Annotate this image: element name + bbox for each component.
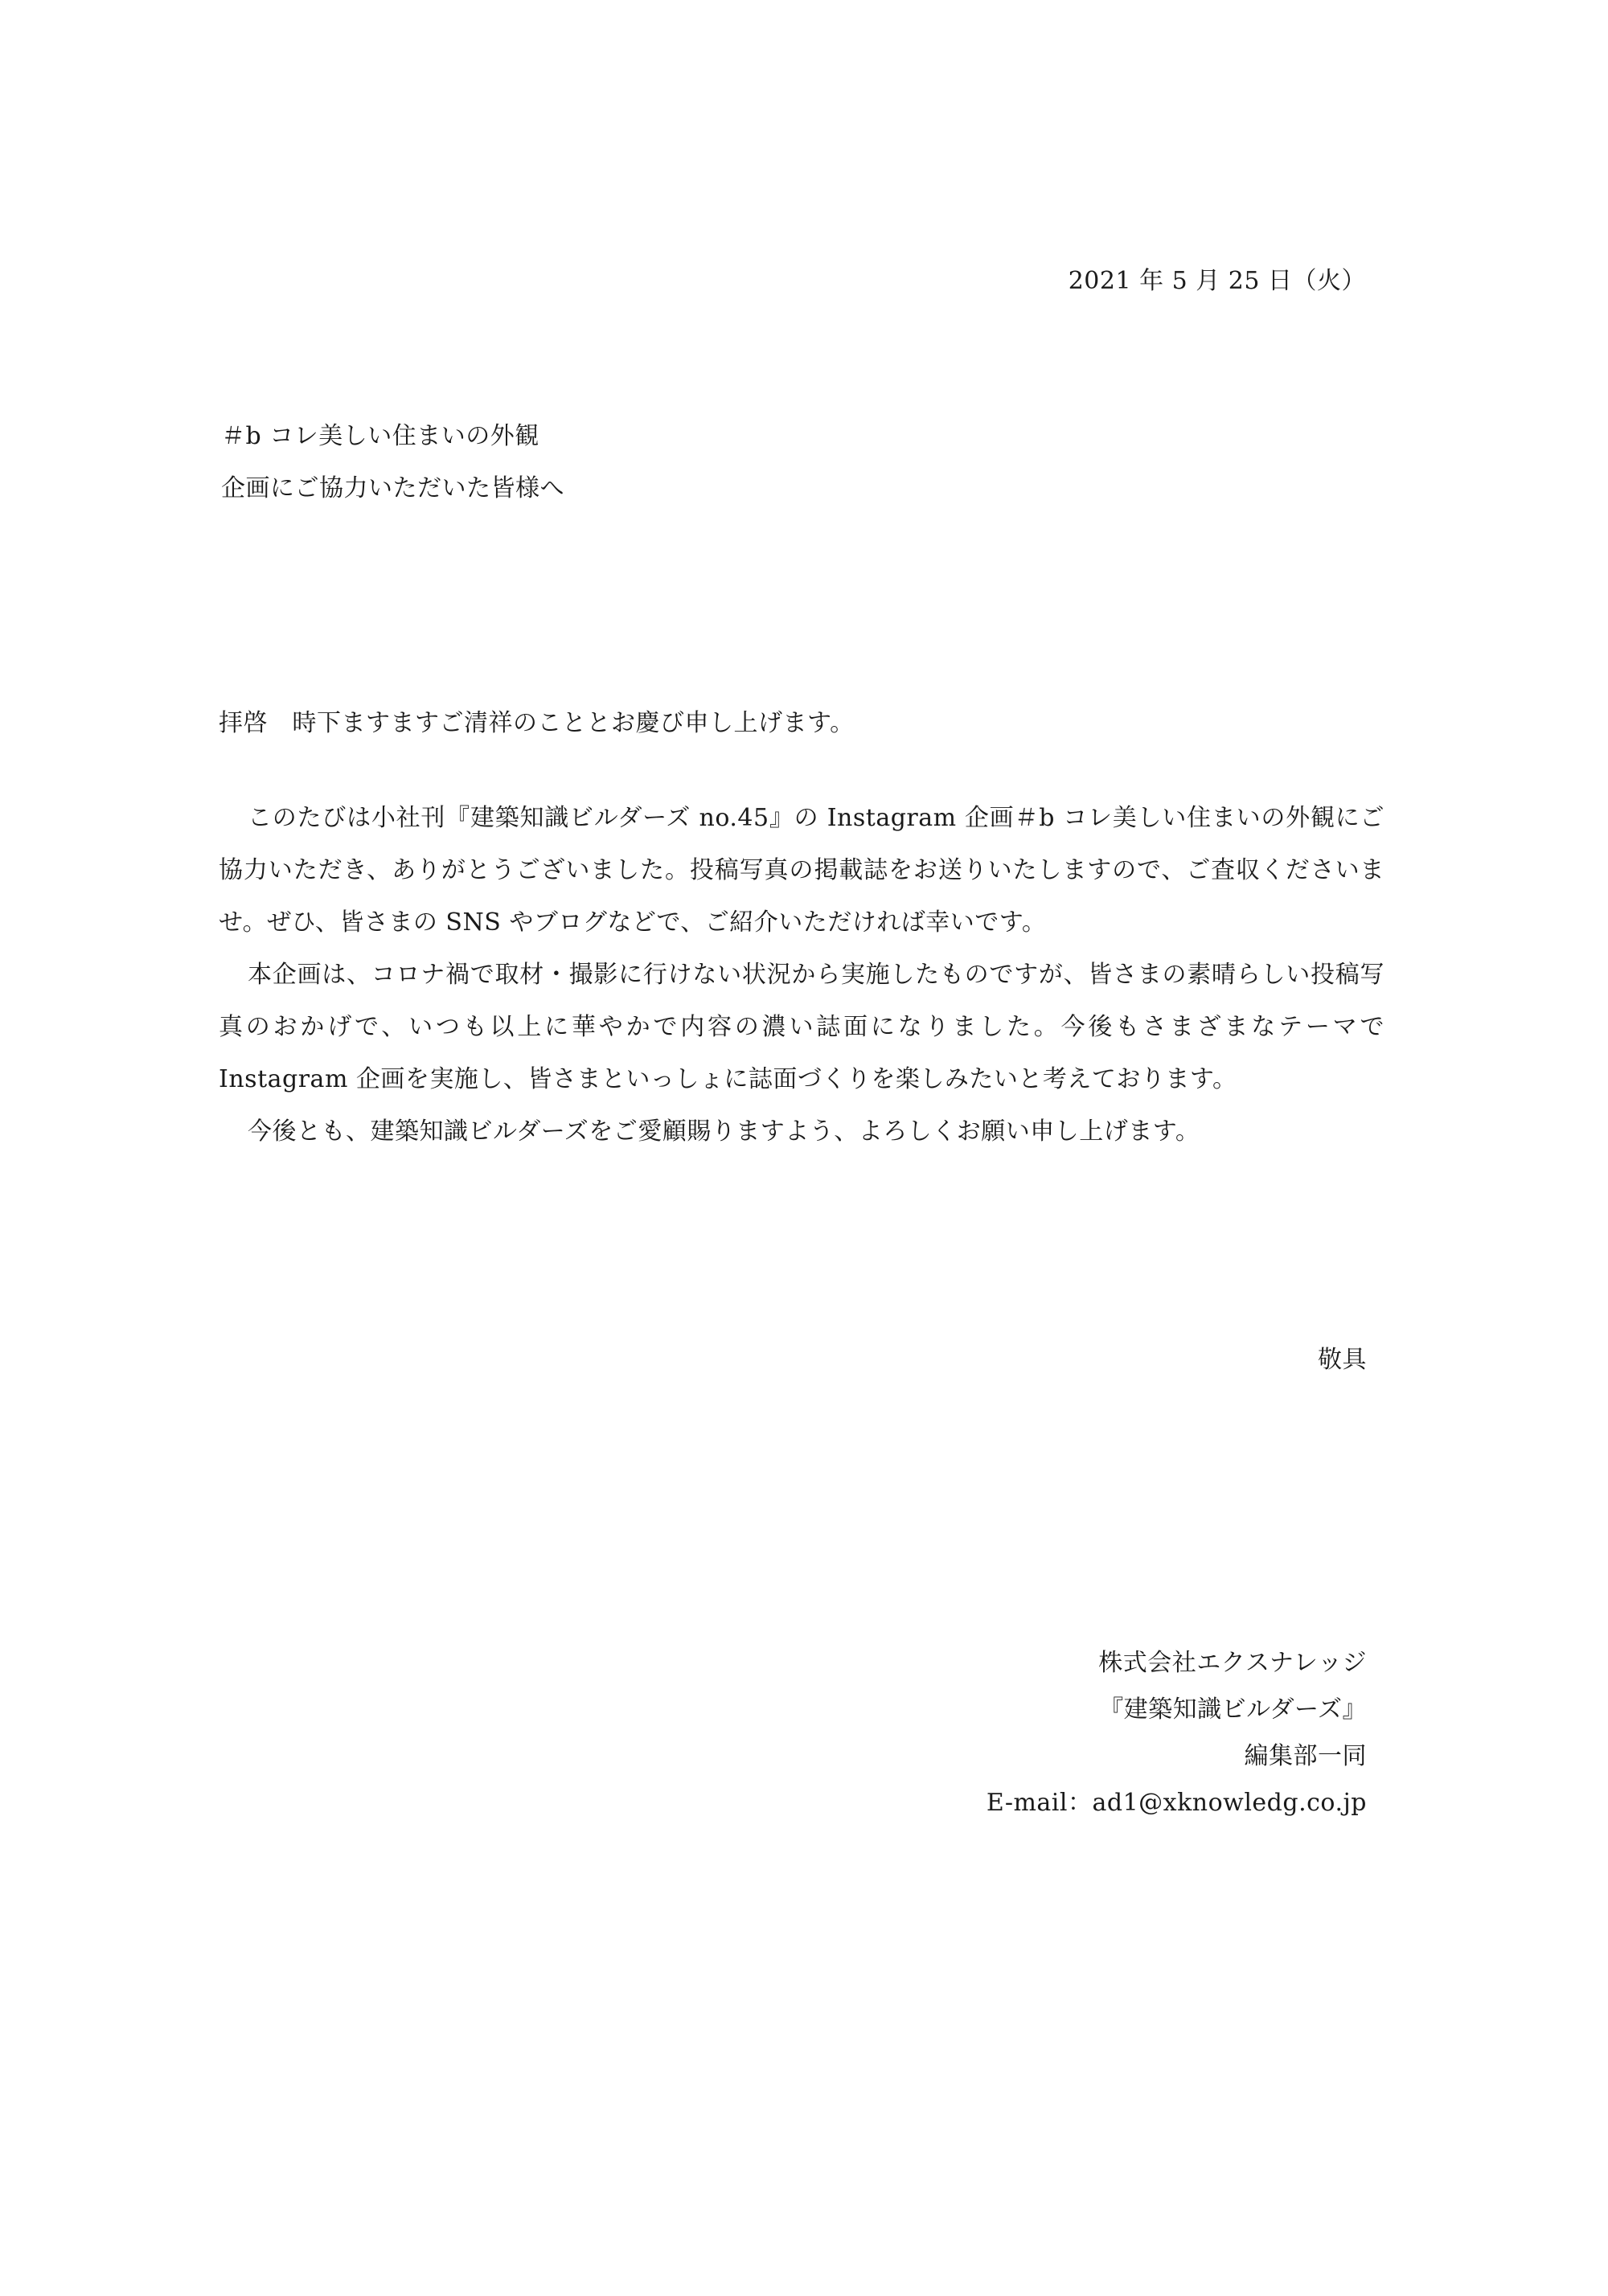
addressee-line-1: ＃b コレ美しい住まいの外観 — [221, 422, 539, 450]
body-paragraph-2: 本企画は、コロナ禍で取材・撮影に行けない状況から実施したものですが、皆さまの素晴らしい投稿写真のおかげで、いつも以上に華やかで内容の濃い誌面になりました。今後もさまざまなテーマで Instagram 企画を実施し、皆さまといっしょに誌面づくりを楽しみたいと考えております。 — [219, 961, 1384, 1093]
signature-department: 編集部一同 — [1244, 1742, 1367, 1770]
letter-body — [219, 792, 1384, 1158]
body-paragraph-1: このたびは小社刊『建築知識ビルダーズ no.45』の Instagram 企画＃b コレ美しい住まいの外観にご協力いただき、ありがとうございました。投稿写真の掲載誌をお送りいたしますので、ご査収くださいませ。ぜひ、皆さまの SNS やブログなどで、ご紹介いただければ幸いです。 — [219, 804, 1384, 937]
body-paragraph-3: 今後とも、建築知識ビルダーズをご愛顧賜りますよう、よろしくお願い申し上げます。 — [248, 1117, 1200, 1146]
addressee-block — [221, 410, 564, 515]
signature-block — [987, 1640, 1367, 1827]
signature-email: E-mail：ad1@xknowledg.co.jp — [986, 1789, 1367, 1817]
opening-greeting: 拝啓 時下ますますご清祥のこととお慶び申し上げます。 — [219, 709, 855, 737]
letter-date: 2021 年 5 月 25 日（火） — [1068, 267, 1366, 295]
signature-company: 株式会社エクスナレッジ — [1098, 1649, 1367, 1677]
addressee-line-2: 企画にご協力いただいた皆様へ — [221, 474, 564, 502]
closing-phrase: 敬具 — [1318, 1346, 1367, 1374]
signature-magazine: 『建築知識ビルダーズ』 — [1099, 1695, 1367, 1724]
